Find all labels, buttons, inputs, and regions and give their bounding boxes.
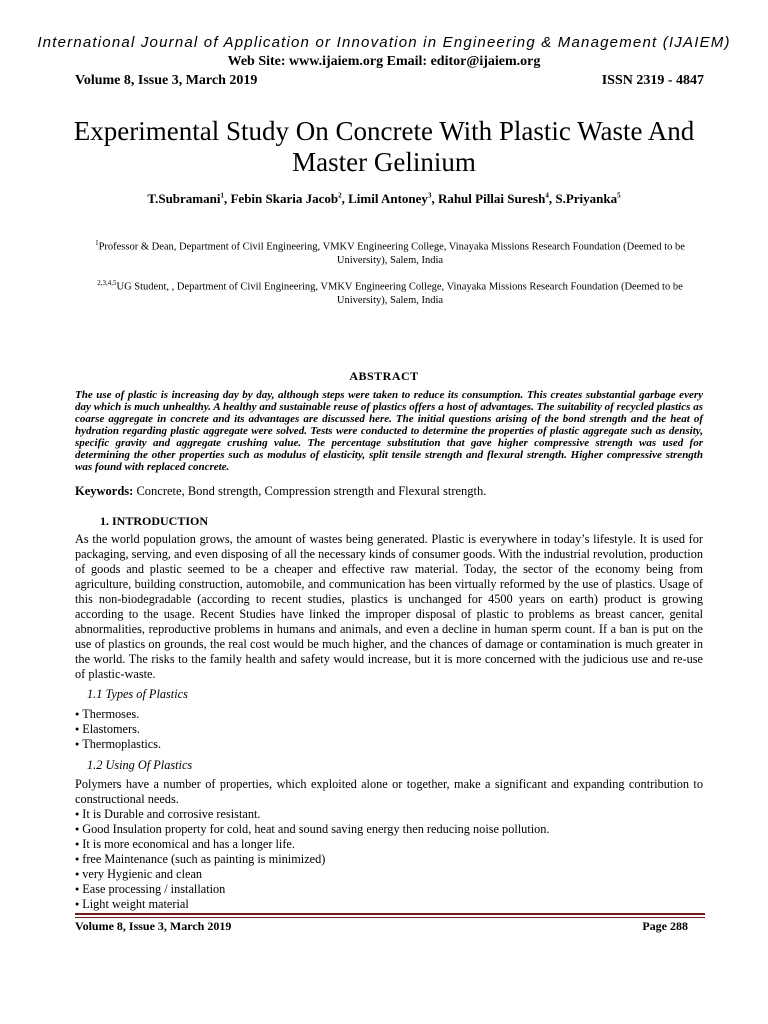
using-list xyxy=(75,807,550,912)
list-item: ● It is Durable and corrosive resistant. xyxy=(75,807,550,822)
abstract-heading: ABSTRACT xyxy=(349,369,419,383)
author-sup: 4 xyxy=(545,191,549,200)
types-list xyxy=(75,707,161,752)
journal-name: International Journal of Application or Innovation in Engineering & Management (IJAIEM) xyxy=(37,34,731,51)
list-item: ● Thermoplastics. xyxy=(75,737,161,752)
footer-rule xyxy=(75,913,705,915)
keywords-text: Concrete, Bond strength, Compression strength and Flexural strength. xyxy=(133,484,487,498)
using-paragraph: Polymers have a number of properties, which exploited alone or together, make a significant and expanding contribution to constructional needs. xyxy=(75,777,703,806)
author-name: T.Subramani xyxy=(147,191,221,206)
author-sup: 5 xyxy=(617,191,621,200)
author-list: T.Subramani$^1$, Febin Skaria Jacob$^2$, Limil Antoney$^3$, Rahul Pillai Suresh$^4$, S.Priyanka$^5$ xyxy=(147,191,621,206)
header-issn: ISSN 2319 - 4847 xyxy=(601,73,704,88)
affiliation-text: UG Student, , Department of Civil Engineering, VMKV Engineering College, Vinayaka Missions Research Foundation (Deemed to be University), Salem, India xyxy=(116,281,683,306)
affiliation-sup: 1 xyxy=(95,239,99,247)
introduction-paragraph: As the world population grows, the amount of wastes being generated. Plastic is everywhere in today’s lifestyle. It is used for packaging, serving, and even disposing of all the necessary kinds of consumer goods. With the industrial revolution, production of goods and plastic seemed to be a cheaper and effective raw material. Today, the sector of the economy being from agriculture, building construction, automobile, and communication has been virtually reformed by the use of plastics. Usage of this non-biodegradable (according to recent studies, plastics is unchanged for 4500 years on earth) product is growing according to the usage. Recent Studies have linked the improper disposal of plastic to problems as breast cancer, genital abnormalities, reproductive problems in humans and animals, and even a decline in human sperm count. If a ban is put on the use of plastics on grounds, the real cost would be much higher, and the chances of damage or contamination is much greater in the world. The risks to the family health and safety would increase, but it is more concerned with the judicious use and re-use of plastic-waste. xyxy=(75,532,703,681)
using-heading: 1.2 Using Of Plastics xyxy=(87,758,193,772)
abstract-text: The use of plastic is increasing day by day, although steps were taken to reduce its consumption. This creates substantial garbage every day which is much unhealthy. A healthy and sustainable reuse of plastics offers a host of advantages. The suitability of recycled plastics as coarse aggregate in concrete and its advantages are discussed here. The initial questions arising of the bond strength and the heat of hydration regarding plastic aggregate were solved. Tests were conducted to determine the properties of plastic aggregate such as density, specific gravity and aggregate crushing value. The percentage substitution that gave higher compressive strength was used for determining the other properties such as modulus of elasticity, split tensile strength and flexural strength. Higher compressive strength was found with replaced concrete. xyxy=(75,389,703,473)
footer-rule-thin xyxy=(75,917,705,918)
list-item: ● It is more economical and has a longer life. xyxy=(75,837,550,852)
author-name: Rahul Pillai Suresh xyxy=(437,191,546,206)
author-sup: 1 xyxy=(220,191,224,200)
keywords-label: Keywords: xyxy=(75,484,134,498)
list-item: ● Elastomers. xyxy=(75,722,161,737)
list-item: ● Thermoses. xyxy=(75,707,161,722)
list-item: ● free Maintenance (such as painting is minimized) xyxy=(75,852,550,867)
author-name: Limil Antoney xyxy=(348,191,428,206)
footer-volume: Volume 8, Issue 3, March 2019 xyxy=(75,919,232,933)
journal-website: Web Site: www.ijaiem.org Email: editor@ijaiem.org xyxy=(227,54,541,69)
list-item: ● Ease processing / installation xyxy=(75,882,550,897)
affiliation-1 xyxy=(90,237,690,267)
header-volume: Volume 8, Issue 3, March 2019 xyxy=(75,73,258,88)
keywords xyxy=(75,484,703,499)
list-item: ● very Hygienic and clean xyxy=(75,867,550,882)
list-item: ● Good Insulation property for cold, heat and sound saving energy then reducing noise pollution. xyxy=(75,822,550,837)
types-heading: 1.1 Types of Plastics xyxy=(87,687,188,701)
introduction-heading: 1. INTRODUCTION xyxy=(100,514,209,528)
affiliation-sup: 2,3,4,5 xyxy=(97,279,117,287)
author-sup: 2 xyxy=(338,191,342,200)
paper-title: Experimental Study On Concrete With Plastic Waste And Master Gelinium xyxy=(73,116,695,177)
author-sup: 3 xyxy=(427,191,432,200)
author-name: S.Priyanka xyxy=(555,191,618,206)
author-name: Febin Skaria Jacob xyxy=(230,191,339,206)
affiliation-text: Professor & Dean, Department of Civil Engineering, VMKV Engineering College, Vinayaka Missions Research Foundation (Deemed to be University), Salem, India xyxy=(98,241,685,266)
footer-page-number: Page 288 xyxy=(642,919,688,933)
list-item: ● Light weight material xyxy=(75,897,550,912)
affiliation-2 xyxy=(90,277,690,307)
